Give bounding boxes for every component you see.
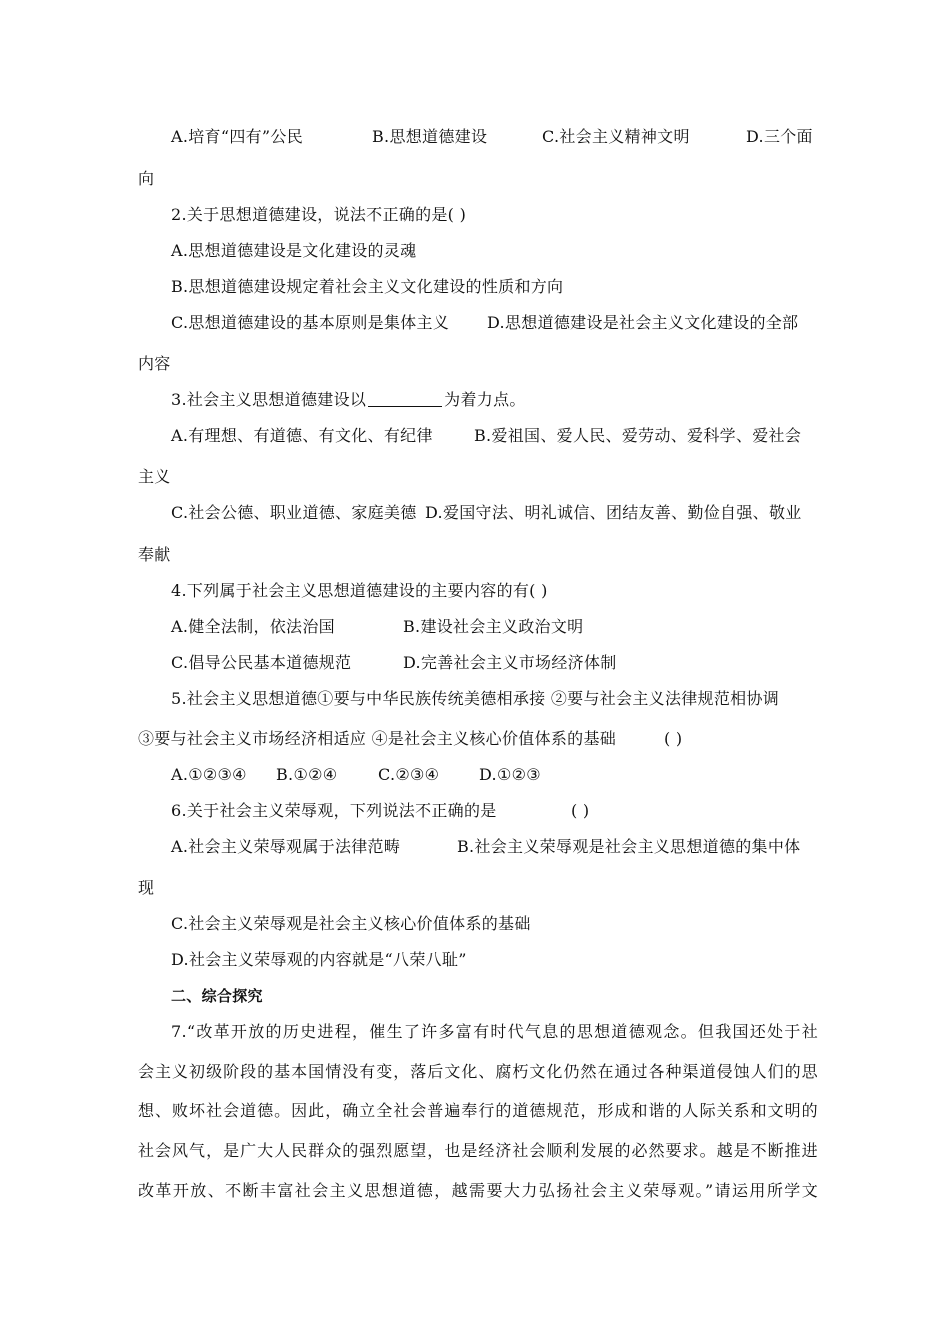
q3-option-b-continued: 主义 (138, 467, 171, 486)
q1-option-c: C.社会主义精神文明 (542, 127, 690, 146)
q6-option-c: C.社会主义荣辱观是社会主义核心价值体系的基础 (171, 914, 531, 933)
q5-stem-line1: 5.社会主义思想道德①要与中华民族传统美德相承接 ②要与社会主义法律规范相协调 (171, 689, 780, 708)
q3-option-d-continued: 奉献 (138, 545, 171, 564)
q1-option-d: D.三个面 (746, 127, 813, 146)
q5-option-c: C.②③④ (378, 765, 440, 784)
q6-option-d: D.社会主义荣辱观的内容就是“八荣八耻” (171, 950, 467, 969)
q3-stem (171, 390, 818, 410)
q1-option-a: A.培育“四有”公民 (171, 127, 304, 146)
q1-option-d-continued: 向 (138, 169, 155, 188)
q4-option-c: C.倡导公民基本道德规范 (171, 653, 352, 672)
q5-answer-paren: ( ) (664, 729, 683, 748)
q7-line1: 7.“改革开放的历史进程，催生了许多富有时代气息的思想道德观念。但我国还处于社 (171, 1022, 818, 1041)
q6-option-a: A.社会主义荣辱观属于法律范畴 (171, 837, 401, 856)
q6-option-b: B.社会主义荣辱观是社会主义思想道德的集中体 (457, 837, 801, 856)
q3-option-b: B.爱祖国、爱人民、爱劳动、爱科学、爱社会 (474, 426, 802, 445)
q4-option-d: D.完善社会主义市场经济体制 (403, 653, 617, 672)
q7-line5: 改革开放、不断丰富社会主义思想道德，越需要大力弘扬社会主义荣辱观。”请运用所学文 (138, 1181, 818, 1200)
q2-option-a: A.思想道德建设是文化建设的灵魂 (171, 241, 417, 260)
q6-answer-paren: ( ) (571, 801, 590, 820)
q7-line4: 社会风气，是广大人民群众的强烈愿望，也是经济社会顺利发展的必然要求。越是不断推进 (138, 1141, 818, 1160)
q4-option-a: A.健全法制，依法治国 (171, 617, 335, 636)
q4-option-b: B.建设社会主义政治文明 (403, 617, 584, 636)
q6-stem: 6.关于社会主义荣辱观，下列说法不正确的是 (171, 801, 497, 820)
q1-option-b: B.思想道德建设 (372, 127, 488, 146)
q5-stem-line2-row (138, 729, 818, 749)
q5-option-b: B.①②④ (276, 765, 338, 784)
section-heading: 二、综合探究 (171, 987, 263, 1005)
q2-option-b: B.思想道德建设规定着社会主义文化建设的性质和方向 (171, 277, 564, 296)
q2-option-d: D.思想道德建设是社会主义文化建设的全部 (487, 313, 799, 332)
q6-option-b-continued: 现 (138, 878, 155, 897)
q3-stem-after: 为着力点。 (444, 390, 526, 409)
q3-option-d: D.爱国守法、明礼诚信、团结友善、勤俭自强、敬业 (425, 503, 802, 522)
q3-option-c: C.社会公德、职业道德、家庭美德 (171, 503, 417, 522)
q6-stem-row (171, 801, 818, 821)
q3-answer-blank[interactable] (368, 390, 442, 407)
q3-option-a: A.有理想、有道德、有文化、有纪律 (171, 426, 433, 445)
q5-stem-line2: ③要与社会主义市场经济相适应 ④是社会主义核心价值体系的基础 (138, 729, 617, 748)
q2-stem: 2.关于思想道德建设，说法不正确的是( ) (171, 205, 467, 224)
q2-option-c: C.思想道德建设的基本原则是集体主义 (171, 313, 450, 332)
q5-option-a: A.①②③④ (171, 765, 247, 784)
q2-option-d-continued: 内容 (138, 354, 171, 373)
q3-stem-before: 3.社会主义思想道德建设以 (171, 390, 367, 409)
q5-option-d: D.①②③ (479, 765, 541, 784)
q7-line3: 想、败坏社会道德。因此，确立全社会普遍奉行的道德规范，形成和谐的人际关系和文明的 (138, 1101, 818, 1120)
q4-stem: 4.下列属于社会主义思想道德建设的主要内容的有( ) (171, 581, 548, 600)
q7-line2: 会主义初级阶段的基本国情没有变，落后文化、腐朽文化仍然在通过各种渠道侵蚀人们的思 (138, 1062, 818, 1081)
